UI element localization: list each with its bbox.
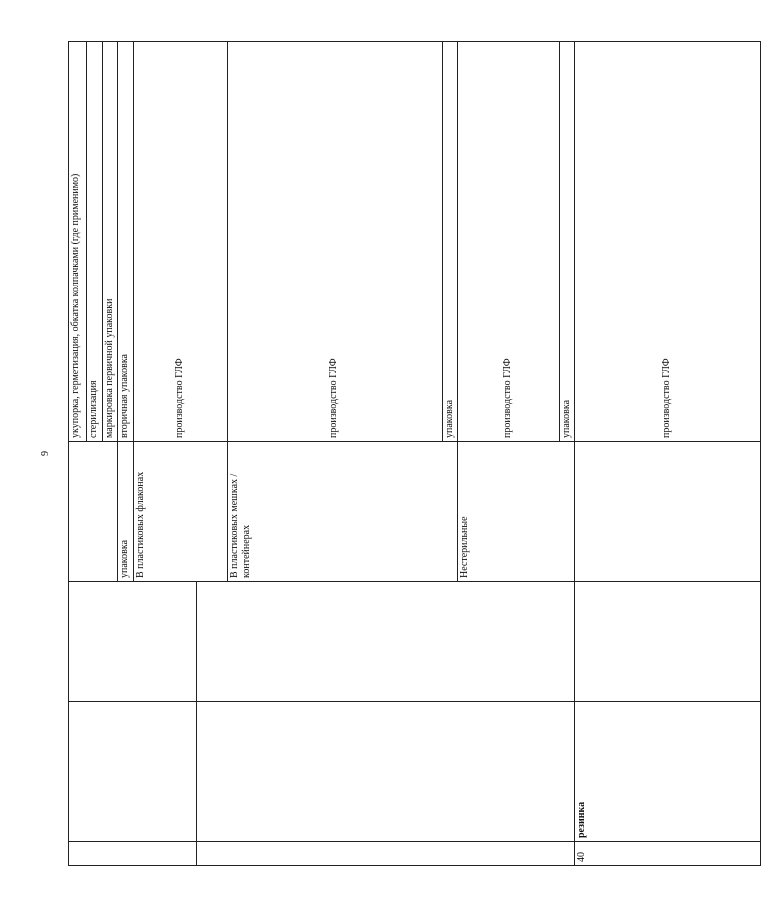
- cell-subtype-empty: [575, 442, 761, 582]
- subtype-cell: В пластиковых флаконах: [133, 442, 227, 582]
- item-name-cell: резинка: [575, 702, 761, 842]
- cell-stage-continued: [69, 442, 118, 582]
- item-number-cell: 40: [575, 842, 761, 866]
- operation-cell: стерилизация: [87, 42, 103, 442]
- operation-cell: укупорка, герметизация, обкатка колпачками (где применимо): [69, 42, 87, 442]
- cell-form-empty: [196, 582, 575, 702]
- cell-name-empty: [196, 702, 575, 842]
- cell-num-continued: [69, 842, 197, 866]
- stage-cell: производство ГЛФ: [227, 42, 442, 442]
- stage-cell: упаковка: [118, 442, 134, 582]
- cell-num-empty: [196, 842, 575, 866]
- cell-name-continued: [69, 702, 197, 842]
- stage-cell: упаковка: [442, 42, 458, 442]
- cell-form-continued: [69, 582, 197, 702]
- production-stages-table: [68, 41, 761, 866]
- rotated-table-container: [68, 42, 672, 866]
- stage-cell: производство ГЛФ: [133, 42, 227, 442]
- stage-cell: упаковка: [559, 42, 575, 442]
- stage-cell: производство ГЛФ: [458, 42, 560, 442]
- stage-cell: производство ГЛФ: [575, 42, 761, 442]
- page-number: 9: [40, 451, 51, 456]
- operation-cell: маркировка первичной упаковки: [102, 42, 118, 442]
- subtype-cell: В пластиковых мешках / контейнерах: [227, 442, 458, 582]
- cell-form-empty: [575, 582, 761, 702]
- table-row: [575, 42, 591, 866]
- subtype-cell: Нестерильные: [458, 442, 575, 582]
- operation-cell: вторичная упаковка: [118, 42, 134, 442]
- table-row: [69, 42, 87, 866]
